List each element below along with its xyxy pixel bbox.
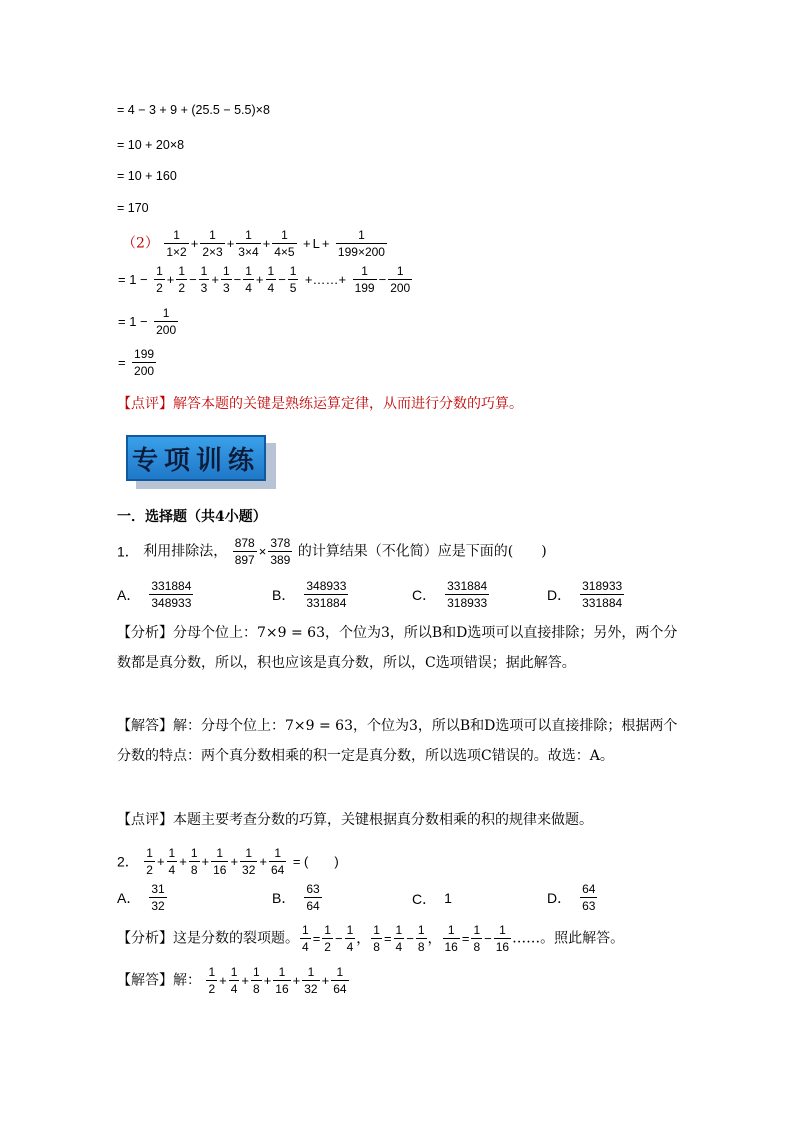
analysis-fraction: $\frac{1}{4}$ xyxy=(395,923,403,954)
analysis-fraction: $\frac{1}{8}$ xyxy=(473,923,481,954)
step2-fraction: $\frac{1}{2}$ xyxy=(156,264,163,295)
operator: − xyxy=(233,272,242,287)
question-2-fraction: $\frac{1}{8}$ xyxy=(190,846,198,877)
step4-expression xyxy=(117,348,157,377)
banner-title: 专项训练 xyxy=(126,435,266,481)
step2-fraction: $\frac{1}{3}$ xyxy=(222,264,230,295)
operator: + xyxy=(211,272,219,287)
answer-fraction: $\frac{1}{32}$ xyxy=(304,965,318,996)
question-1-answer: 【解答】解：分母个位上：7×9 = 63，个位为3，所以B和D选项可以直接排除；根据两个分数的特点：两个真分数相乘的积一定是真分数，所以选项C错误的。故选：A。 xyxy=(117,718,678,764)
operator: + xyxy=(226,236,235,251)
operator: − xyxy=(334,931,343,946)
question-2-analysis xyxy=(117,924,624,953)
analysis-fraction: $\frac{1}{4}$ xyxy=(302,923,309,954)
question-2-fraction: $\frac{1}{16}$ xyxy=(213,846,227,877)
operator: + xyxy=(230,854,239,869)
operator: + xyxy=(255,272,264,287)
part2-term-fraction: $\frac{1}{2\times 3}$ xyxy=(202,228,223,259)
step2-prefix: = 1 − xyxy=(118,272,148,287)
part2-last-fraction: $\frac{1}{199\times 200}$ xyxy=(337,228,385,259)
answer-fraction: $\frac{1}{64}$ xyxy=(333,965,347,996)
analysis-fraction: $\frac{1}{2}$ xyxy=(324,923,331,954)
step2-ellipsis: +……+ xyxy=(304,272,347,287)
operator: = xyxy=(383,931,392,946)
q1-option-d[interactable]: D． $\frac{318933}{331884}$ xyxy=(547,579,623,610)
equation-line-2: = 10 + 20×8 xyxy=(117,138,185,152)
answer-fraction: $\frac{1}{16}$ xyxy=(275,965,289,996)
operator: + xyxy=(292,973,301,988)
operator: = xyxy=(312,931,321,946)
operator: + xyxy=(262,236,271,251)
question-1-frac-a: $\frac{878}{897}$ xyxy=(234,536,255,567)
question-2-number: 2． xyxy=(117,853,139,870)
question-2-analysis-pre: 【分析】这是分数的裂项题。 xyxy=(117,930,299,947)
step2-expression xyxy=(117,265,413,294)
comma: ， xyxy=(356,930,371,947)
step3-fraction: $\frac{1}{200}$ xyxy=(156,306,177,337)
equation-line-1: = 4 − 3 + 9 + (25.5 − 5.5)×8 xyxy=(117,103,270,117)
section-banner xyxy=(126,435,276,491)
answer-fraction: $\frac{1}{8}$ xyxy=(253,965,260,996)
operator: + xyxy=(219,973,227,988)
step2-tail-fraction: $\frac{1}{200}$ xyxy=(390,264,411,295)
analysis-fraction: $\frac{1}{8}$ xyxy=(417,923,425,954)
operator: − xyxy=(378,272,387,287)
step3-prefix: = 1 − xyxy=(118,314,148,329)
answer-fraction: $\frac{1}{4}$ xyxy=(230,965,238,996)
step4-prefix: = xyxy=(118,355,126,370)
operator: + xyxy=(201,854,210,869)
step2-fraction: $\frac{1}{4}$ xyxy=(245,264,252,295)
step2-tail-fraction: $\frac{1}{199}$ xyxy=(354,264,375,295)
operator: + xyxy=(263,973,272,988)
question-2-fraction: $\frac{1}{32}$ xyxy=(242,846,256,877)
question-1-frac-b: $\frac{378}{389}$ xyxy=(270,536,291,567)
worked-comment: 【点评】解答本题的关键是熟练运算定律，从而进行分数的巧算。 xyxy=(117,396,523,412)
analysis-fraction: $\frac{1}{4}$ xyxy=(346,923,354,954)
question-1-comment: 【点评】本题主要考查分数的巧算，关键根据真分数相乘的积的规律来做题。 xyxy=(117,812,593,828)
part2-label: （2） xyxy=(122,235,159,252)
q1-option-c[interactable]: C． $\frac{331884}{318933}$ xyxy=(412,579,488,610)
q1-option-a[interactable]: A． $\frac{331884}{348933}$ xyxy=(117,579,192,610)
question-1-stem-post: 的计算结果（不化简）应是下面的( ) xyxy=(297,543,547,560)
q2-option-c[interactable]: C． 1 xyxy=(412,890,452,907)
question-2-answer-pre: 【解答】解： xyxy=(117,972,201,989)
comma: ， xyxy=(427,930,442,947)
part2-expression: （2） $\frac{1}{1\times 2}$ + $\frac{1}{2\times 3}$ + $\frac{1}{3\times 4}$ + $\frac{1}{4\times 5}$ + L + $\frac{1}{199\times 200}$ xyxy=(122,228,385,259)
section-heading: 一．选择题（共4小题） xyxy=(117,509,267,525)
question-1-stem xyxy=(117,537,547,566)
part2-dots: L xyxy=(312,236,320,251)
analysis-fraction: $\frac{1}{8}$ xyxy=(373,923,380,954)
operator: + xyxy=(179,854,187,869)
q2-option-b[interactable]: B． $\frac{63}{64}$ xyxy=(272,882,320,913)
operator: + xyxy=(166,272,175,287)
operator: + xyxy=(190,236,199,251)
question-1-stem-pre: 利用排除法， xyxy=(143,543,228,560)
operator: + xyxy=(259,854,267,869)
question-2-answer xyxy=(117,966,350,995)
q2-option-a[interactable]: A． $\frac{31}{32}$ xyxy=(117,882,165,913)
q2-option-d[interactable]: D． $\frac{64}{63}$ xyxy=(547,882,596,913)
step2-fraction: $\frac{1}{3}$ xyxy=(200,264,208,295)
equation-line-3: = 10 + 160 xyxy=(117,169,177,183)
operator: − xyxy=(484,931,492,946)
question-1-number: 1． xyxy=(117,543,139,560)
question-2-fraction: $\frac{1}{4}$ xyxy=(168,846,176,877)
operator: + xyxy=(321,973,330,988)
analysis-fraction: $\frac{1}{16}$ xyxy=(444,923,458,954)
part2-term-fraction: $\frac{1}{1\times 2}$ xyxy=(166,228,187,259)
operator: + xyxy=(241,973,250,988)
part2-term-fraction: $\frac{1}{3\times 4}$ xyxy=(238,228,259,259)
step2-fraction: $\frac{1}{5}$ xyxy=(289,264,297,295)
step2-fraction: $\frac{1}{2}$ xyxy=(178,264,186,295)
answer-fraction: $\frac{1}{2}$ xyxy=(208,965,216,996)
equation-line-4: = 170 xyxy=(117,201,149,215)
part2-term-fraction: $\frac{1}{4\times 5}$ xyxy=(274,228,295,259)
question-2-tail: = ( ) xyxy=(292,854,339,869)
step2-fraction: $\frac{1}{4}$ xyxy=(267,264,275,295)
question-1-analysis: 【分析】分母个位上：7×9 = 63，个位为3，所以B和D选项可以直接排除；另外，两个分数都是真分数，所以，积也应该是真分数，所以，C选项错误；据此解答。 xyxy=(117,625,678,671)
operator: − xyxy=(278,272,286,287)
q1-option-b[interactable]: B． $\frac{348933}{331884}$ xyxy=(272,579,347,610)
operator: − xyxy=(406,931,414,946)
question-2-fraction: $\frac{1}{2}$ xyxy=(146,846,153,877)
operator: − xyxy=(189,272,197,287)
step4-fraction: $\frac{199}{200}$ xyxy=(134,347,155,378)
operator: = xyxy=(461,931,470,946)
analysis-fraction: $\frac{1}{16}$ xyxy=(495,923,510,954)
operator: + xyxy=(156,854,165,869)
question-2-stem xyxy=(117,847,340,876)
question-2-analysis-post: ……。照此解答。 xyxy=(512,930,625,947)
times-sign: × xyxy=(258,544,267,559)
question-2-fraction: $\frac{1}{64}$ xyxy=(271,846,285,877)
step3-expression xyxy=(117,307,179,336)
